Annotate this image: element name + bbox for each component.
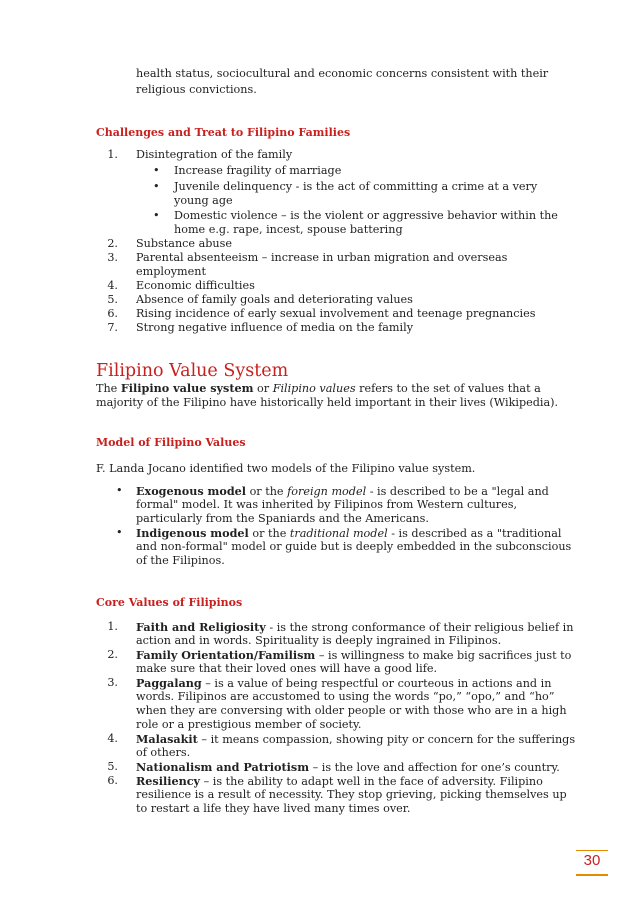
bold-term: Filipino value system [120,381,254,395]
intro-line-2: religious convictions. [136,83,257,96]
italic-term: foreign model [287,485,367,498]
bold-term: Paggalang [136,676,202,690]
bold-term: Exogenous model [136,484,247,498]
sub-bullet-1: Increase fragility of marriage [174,164,342,177]
text-span: - is described to be a "legal and [366,485,549,498]
challenge-item-2: Substance abuse [136,237,232,250]
challenges-heading: Challenges and Treat to Filipino Families [96,126,351,139]
text-span: – is the ability to adapt well in the face of adversity. Filipino [200,775,543,788]
intro-line-1: health status, sociocultural and economic concerns consistent with their [136,67,549,80]
challenge-item-6: Rising incidence of early sexual involvement and teenage pregnancies [136,307,536,320]
core-item-1-cont: action and in words. Spirituality is deeply ingrained in Filipinos. [136,634,502,647]
text-span: - is the strong conformance of their religious belief in [265,621,574,634]
core-item-4 [136,731,575,749]
core-num-5: 5. [107,760,118,773]
text-span: – it means compassion, showing pity or concern for the sufferings [197,733,576,746]
indigenous-line-3: of the Filipinos. [136,554,225,567]
text-span: The [96,382,121,395]
italic-term: Filipino values [272,382,356,395]
sub-bullet-3-cont: home e.g. rape, incest, spouse battering [174,223,403,236]
text-span: refers to the set of values that a [355,382,541,395]
challenge-item-4: Economic difficulties [136,279,255,292]
italic-term: traditional model [289,527,388,540]
challenge-item-3: Parental absenteeism – increase in urban migration and overseas [136,251,508,264]
sub-bullet-2-cont: young age [174,194,233,207]
challenge-num-1: 1. [107,148,118,161]
text-span: – is a value of being respectful or courteous in actions and in [201,677,552,690]
page-number-rule-bottom [576,874,608,876]
core-item-6-cont-2: to restart a life they have lived many times over. [136,802,411,815]
value-system-title: Filipino Value System [96,361,289,381]
text-span: - is described as a "traditional [387,527,562,540]
bold-term: Nationalism and Patriotism [136,760,310,774]
core-item-2-cont: make sure that their loved ones will have a good life. [136,662,438,675]
sub-bullet-3: Domestic violence – is the violent or aggressive behavior within the [174,209,558,222]
text-span: or [253,382,273,395]
core-values-heading: Core Values of Filipinos [96,596,243,609]
core-item-6-cont-1: resilience is a result of necessity. They stop grieving, picking themselves up [136,788,567,801]
text-span: or the [246,485,288,498]
challenge-item-7: Strong negative influence of media on the family [136,321,414,334]
bold-term: Family Orientation/Familism [136,648,316,662]
exogenous-line-2: formal" model. It was inherited by Filipinos from Western cultures, [136,498,518,511]
bold-term: Indigenous model [136,526,249,540]
challenge-num-3: 3. [107,251,118,264]
bullet-icon: • [153,180,160,193]
challenge-num-4: 4. [107,279,118,292]
sub-bullet-2: Juvenile delinquency - is the act of committing a crime at a very [174,180,538,193]
bold-term: Resiliency [136,774,201,788]
core-item-3-cont-2: when they are conversing with older people or with those who are in a high [136,704,567,717]
core-num-3: 3. [107,676,118,689]
challenge-num-2: 2. [107,237,118,250]
bullet-icon: • [153,209,160,222]
model-heading: Model of Filipino Values [96,436,246,449]
core-item-3-cont-3: role or a prestigious member of society. [136,718,362,731]
core-num-4: 4. [107,732,118,745]
bold-term: Malasakit [136,732,198,746]
core-item-4-cont: of others. [136,746,191,759]
bullet-icon: • [153,164,160,177]
core-num-1: 1. [107,620,118,633]
challenge-num-6: 6. [107,307,118,320]
text-span: – is willingness to make big sacrifices just to [315,649,572,662]
exogenous-line-3: particularly from the Spaniards and the Americans. [136,512,429,525]
challenge-num-7: 7. [107,321,118,334]
indigenous-line-2: and non-formal" model or guide but is deeply embedded in the subconscious [136,540,572,553]
core-num-6: 6. [107,774,118,787]
core-num-2: 2. [107,648,118,661]
page-number-rule-top [576,850,608,851]
bold-term: Faith and Religiosity [136,620,266,634]
bullet-icon: • [116,526,123,539]
value-system-para-line-2: majority of the Filipino have historically held important in their lives (Wikipedia). [96,396,559,409]
text-span: – is the love and affection for one’s country. [309,761,560,774]
challenge-item-5: Absence of family goals and deteriorating values [136,293,413,306]
challenge-item-3-cont: employment [136,265,206,278]
text-span: or the [248,527,290,540]
page-number: 30 [583,852,601,869]
model-intro: F. Landa Jocano identified two models of the Filipino value system. [96,462,476,475]
challenge-num-5: 5. [107,293,118,306]
bullet-icon: • [116,484,123,497]
core-item-3-cont-1: words. Filipinos are accustomed to using the words “po,” “opo,” and “ho” [136,690,555,703]
challenge-item-1: Disintegration of the family [136,148,293,161]
